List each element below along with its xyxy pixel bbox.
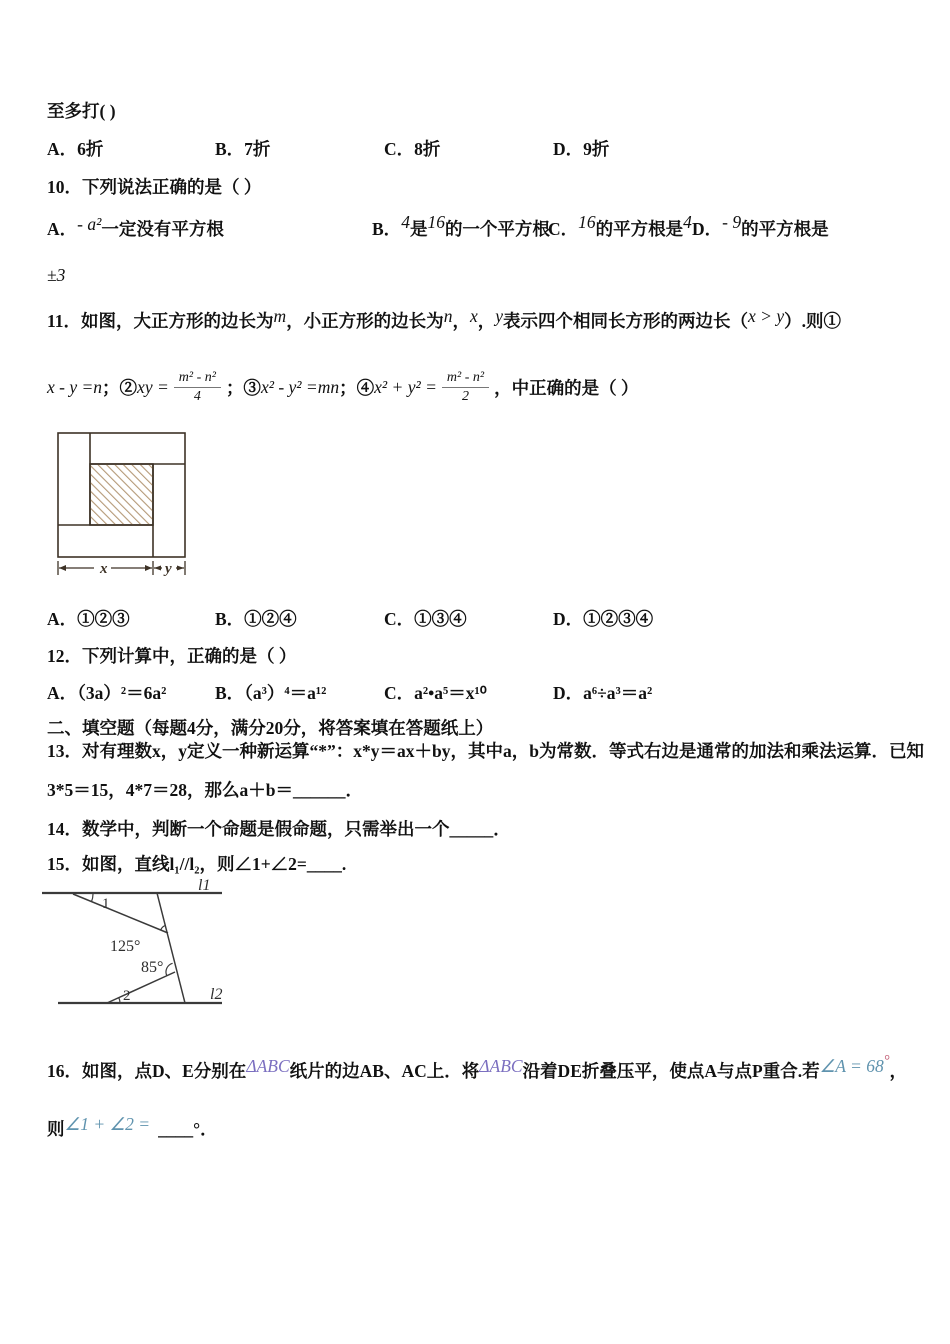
q10-title: 10．下列说法正确的是（ ） (47, 177, 262, 197)
angle-2-label: 2 (123, 988, 131, 1004)
q12-option-d: D．a⁶÷a³＝a² (553, 683, 653, 703)
q14-stem: 14．数学中，判断一个命题是假命题，只需举出一个_____． (47, 819, 511, 839)
q11-pinwheel-square-figure (50, 426, 210, 586)
q10-option-c: C．16的平方根是4 (548, 212, 692, 239)
q12-option-c: C．a²•a⁵＝x¹⁰ (384, 683, 487, 703)
q9-option-a: A．6折 (47, 139, 104, 159)
q11-option-d: D．①②③④ (553, 609, 654, 629)
math-16: 16 (427, 212, 445, 232)
angle-1-label: 1 (102, 896, 110, 912)
math-neg-9: - 9 (722, 212, 742, 232)
q9-options-row (47, 138, 910, 160)
q10-option-d-carry: ±3 (47, 265, 66, 285)
q9-option-c: C．8折 (384, 139, 441, 159)
fraction-m2-n2-over-4: $\frac{\text{m² - n²}}{4}$ (174, 370, 221, 405)
q10-option-d: D．- 9的平方根是 (692, 212, 829, 239)
q12-options-row (47, 682, 910, 704)
q11-options-row (47, 608, 910, 630)
math-4: 4 (401, 212, 410, 232)
q9-option-b: B．7折 (215, 139, 271, 159)
angle-125-label: 125° (110, 938, 141, 955)
q11-formulas: x - y =n ；② xy = $\frac{\text{m² - n²}}{4}$ ；③ x² - y² =mn ；④ x² + y² = $\frac{\text{m² - n²}}{2}$ ，中正确的是（ ） (47, 369, 639, 404)
q10-options-row (47, 212, 910, 250)
math-triangle-abc: ΔABC (479, 1055, 523, 1076)
q13-stem-line1: 13．对有理数x，y定义一种新运算“*”：x*y＝ax＋by，其中a，b为常数．等式右边是通常的加法和乘法运算．已知 (47, 741, 924, 761)
math-4: 4 (683, 212, 692, 232)
math-angle1-plus-angle2: ∠1 + ∠2 = (64, 1113, 151, 1134)
fraction-m2-n2-over-2: $\frac{\text{m² - n²}}{2}$ (442, 370, 489, 405)
section2-header: 二、填空题（每题4分，满分20分，将答案填在答题纸上） (47, 718, 494, 738)
line-l2-label: l2 (210, 986, 223, 1003)
q16-stem-line2: 则∠1 + ∠2 = ____°． (47, 1113, 218, 1139)
q16-answer-blank: ____ (158, 1118, 194, 1139)
q12-option-b: B．（a³）⁴＝a¹² (215, 683, 327, 703)
math-16: 16 (578, 212, 596, 232)
q12-option-a: A．（3a）²＝6a² (47, 683, 167, 703)
q11-option-b: B．①②④ (215, 609, 297, 629)
q10-option-b: B．4是16的一个平方根 (372, 212, 550, 239)
q16-stem-line1: 16．如图，点D、E分别在ΔABC纸片的边AB、AC上．将ΔABC沿着DE折叠压平，使点A与点P重合.若∠A = 68°， (47, 1053, 908, 1081)
y-dimension-label: y (165, 561, 172, 577)
q11-option-a: A．①②③ (47, 609, 130, 629)
x-dimension-label: x (100, 561, 108, 577)
q12-title: 12．下列计算中，正确的是（ ） (47, 646, 297, 666)
angle1-arc (92, 894, 94, 902)
q10-option-a: A．- a²一定没有平方根 (47, 214, 224, 239)
q15-parallel-lines-figure (40, 878, 235, 1013)
q11-option-c: C．①③④ (384, 609, 467, 629)
angle-85-label: 85° (141, 959, 164, 976)
math-triangle-abc: ΔABC (246, 1055, 290, 1076)
q9-stem-tail: 至多打( ) (47, 101, 116, 121)
q9-option-d: D．9折 (553, 139, 610, 159)
q13-stem-line2: 3*5＝15，4*7＝28，那么a＋b＝______． (47, 780, 363, 800)
math-neg-a-squared: - a² (77, 214, 102, 234)
math-angle-a-68: ∠A = 68° (819, 1053, 890, 1076)
q15-stem: 15．如图，直线l₁//l₂，则∠1+∠2=____. (47, 854, 347, 874)
line-l1-label: l1 (198, 878, 211, 894)
q11-stem: 11．如图，大正方形的边长为m，小正方形的边长为n，x，y表示四个相同长方形的两边长（x > y）.则① (47, 306, 841, 331)
